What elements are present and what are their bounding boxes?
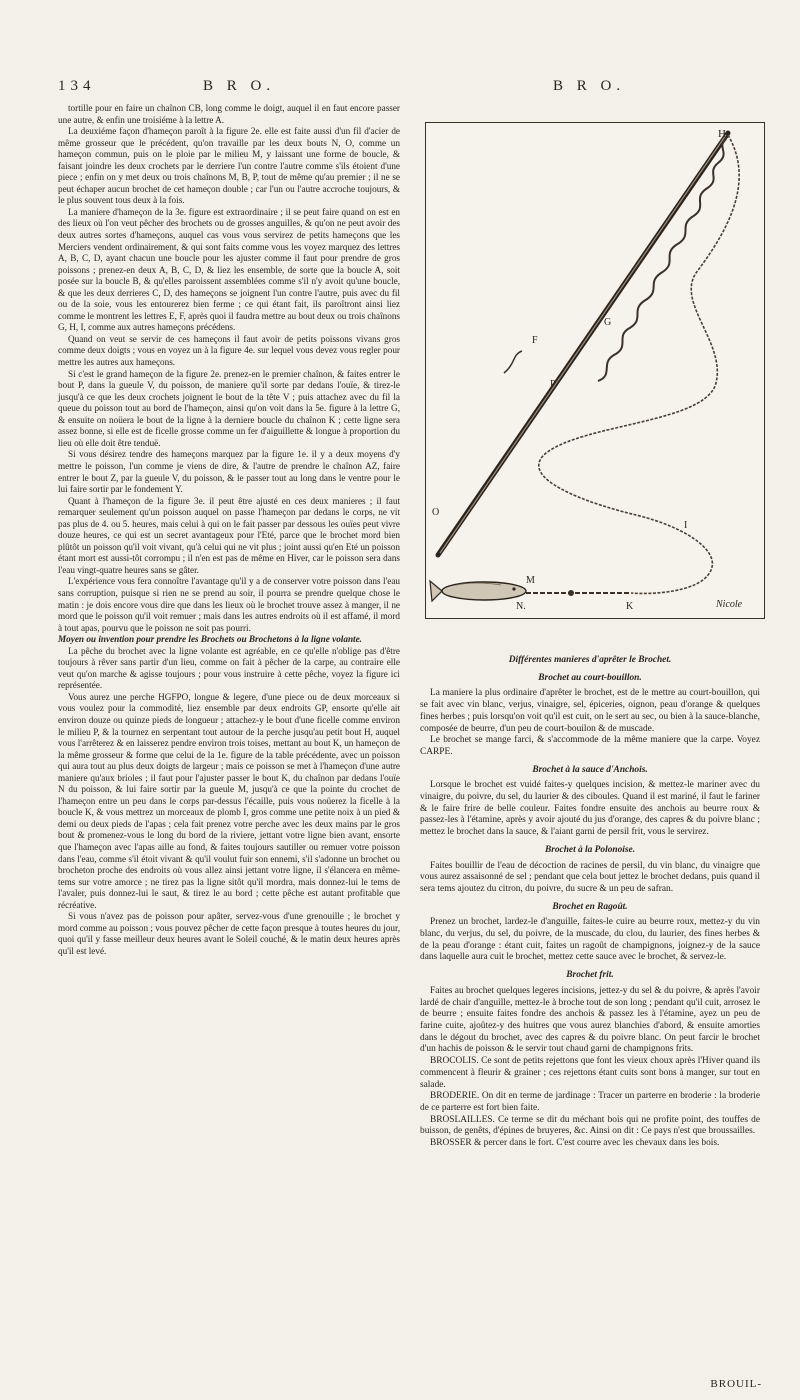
- left-paragraph: Si vous n'avez pas de poisson pour apâter, servez-vous d'une grenouille ; le brochet y mord comme au poisson ; vous pouvez pêcher de cette façon presque à toutes heures du jour, quoi qu'il y fasse meilleur deux heures avant le Soleil couché, & le matin deux heures après qu'il est levé.: [58, 911, 400, 956]
- dictionary-entry: BRODERIE. On dit en terme de jardinage : Tracer un parterre en broderie : la broderie de ce parterre est fort bien faite.: [420, 1091, 760, 1113]
- engraver-signature: Nicole: [716, 599, 743, 610]
- page-number: 134: [58, 78, 96, 94]
- left-paragraph: Si vous désirez tendre des hameçons marquez par la figure 1e. il y a deux moyens d'y mettre le poisson, l'un comme je viens de dire, & l'autre de prendre le chaînon AZ, faire entrer le bout Z, par la gueule V, du poisson, & le passer tout au long dans le ventre pour le lui faire sortir par le fondement Y.: [58, 449, 400, 495]
- recipe-heading: Brochet au court-bouillon.: [538, 672, 642, 683]
- left-paragraph: La pêche du brochet avec la ligne volante est agréable, en ce qu'elle n'oblige pas d'être toujours à rêver sans partir d'un lieu, comme on fait à pêcher de la carpe, au contraire elle veut qu'on marche & agisse toujours ; pour vous instruire à cette pêche, voyez la figure ici représentée.: [58, 645, 400, 691]
- fishing-rod-engraving: [425, 122, 765, 619]
- right-paragraph: La maniere la plus ordinaire d'aprêter le brochet, est de le mettre au court-bouillon, qui se fait avec vin blanc, verjus, vinaigre, sel, épiceries, oignon, peau d'orange & quelques fines herbes ; puis lorsqu'on voit qu'il est cuit, on le sert au sec, ou bien à la sauce-blanche, composée de beurre, d'un peu de court-bouilon & de muscade.: [420, 688, 761, 734]
- dictionary-entry: BROCOLIS. Ce sont de petits rejettons que font les vieux choux après l'Hiver quand ils commencent à fleurir & grainer ; ces rejettons étant cuits sont bons à manger, sur tout en salade.: [420, 1056, 760, 1090]
- left-paragraph: Si c'est le grand hameçon de la figure 2e. prenez-en le premier chaînon, & faites entrer le bout P, dans la gueule V, du poisson, de maniere qu'il sorte par dedans l'ouïe, & tirez-le jusqu'à ce que les deux crochets joignent le bout de la tête V ; puis attachez avec du fil la queue du poisson tout au bord de l'hameçon, ainsi qu'on voit dans la 5e. figure à la lettre G, & ensuite on noüera le bout de la ligne à la derniere boucle du chaînon K ; cette ligne sera assez bonne, si elle est de ficelle grosse comme un fer d'aiguillette & longue à proportion du lieu où elle doit être tenduë.: [58, 368, 400, 448]
- recipe-heading: Brochet à la Polonoise.: [544, 844, 636, 855]
- section-heading: Différentes manieres d'aprêter le Brochet.: [508, 655, 672, 665]
- rod-highlight: [440, 135, 726, 553]
- right-paragraph: Prenez un brochet, lardez-le d'anguille, faites-le cuire au beurre roux, mettez-y du vin blanc, du verjus, du sel, du poivre, de la muscade, du clou, du laurier, des fines herbes & de la peau d'orange : étant cuit, faites un ragoût de champignons, joignez-y de la sauce dans laquelle aura cuit le brochet, mettez cette sauce avec le brochet, & servez-le.: [420, 917, 760, 963]
- left-paragraph: La deuxiéme façon d'hameçon paroît à la figure 2e. elle est faite aussi d'un fil d'acier de même grosseur que le précédent, qu'on travaille par les deux bouts N, O, comme un hameçon commun, puis on le ploie par le milieu M, y laissant une forme de boucle, & faisant joindre les deux crochets par le derriere l'un contre l'autre comme s'ils étoient d'une piece ; enfin on y met deux ou trois chaînons M, B, P, tout de même qu'au premier ; il ne se peut échaper aucun brochet de cet hameçon double ; car l'un ou l'autre accroche toujours, & le plus souvent tous deux à la fois.: [58, 126, 400, 206]
- left-paragraph: La maniere d'hameçon de la 3e. figure est extraordinaire ; il se peut faire quand on est en des lieux où l'on veut pêcher des brochets ou de grosses anguilles, & qu'on ne peut avoir des deux autres sortes d'hameçons, auquel cas vous vous servirez de petits hameçons que les Merciers vendent ordinairement, & qui sont faits comme vous les voyez marquez des lettres A, B, C, D, ayant chacun une boucle pour les ajuster comme il faut pour prendre de gros poissons ; prenez-en deux A, B, C, D, & liez les ensemble, de sorte que la boucle A, soit posée sur la boucle B, & qu'elles paroissent assemblées comme s'il n'y avoit qu'une boucle, & que les deux derrieres C, D, des hameçons se joignent l'un contre l'autre, puis avec du fil ou de la soie, vous les entourerez bien ferme ; ce qui étant fait, ils paroîtront ainsi liez comme le montrent les lettres E, F, après quoi il faudra mettre au bout deux ou trois chaînons G, H, I, comme aux autres hameçons précédens.: [58, 206, 400, 333]
- label-g: G: [604, 317, 612, 328]
- left-paragraph: Quand on veut se servir de ces hameçons il faut avoir de petits poissons vivans gros comme deux doigts ; vous en voyez un à la figure 4e. sur lequel vous devez vous regler pour mettre les autres aux hameçons.: [58, 333, 400, 368]
- recipe-heading: Brochet en Ragoût.: [552, 901, 628, 912]
- right-paragraph: Lorsque le brochet est vuidé faites-y quelques incision, & mettez-le mariner avec du vinaigre, du poivre, du sel, du laurier & des ciboules. Quand il est mariné, il faut le fariner & le faire frire de belle couleur. Faites fondre ensuite des anchois au beurre roux & passez-les à l'étamine, après y avoir ajouté du jus d'orange, des capres & du poivre blanc ; mettez le brochet dans la sauce, & l'aiant garni de persil frit, vous le servirez.: [420, 780, 760, 838]
- left-paragraph: Quant à l'hameçon de la figure 3e. il peut être ajusté en ces deux manieres ; il faut remarquer seulement qu'un poisson auquel on passe l'hameçon par dedans le corps, ne vit pas plus de 4. ou 5. heures, mais celui à qui on le fait passer par dessous les ouïes peut vivre douze heures, ce qui est un secret avantageux pour l'Eté, parce que le brochet mord bien plûtôt un poisson qu'il voit vivant, qu'à celui qui ne vit plus ; joint aussi qu'en Eté un poisson étant mort est aussi-tôt corrompu ; il n'en est pas de même en Hiver, car le poisson sera dans l'eau vingt-quatre heures sans se gâter.: [58, 495, 400, 575]
- dictionary-entry: BROSSER & percer dans le fort. C'est courre avec les chevaux dans les bois.: [430, 1138, 720, 1149]
- loose-line: [504, 351, 522, 373]
- right-column: [420, 655, 760, 1150]
- right-paragraph: Faites au brochet quelques legeres incisions, jettez-y du sel & du poivre, & après l'avoir lardé de chair d'anguille, mettez-le à broche tout de son long ; pendant qu'il cuit, arrosez le de beurre ; ensuite faites fondre des anchois & passez les à l'étamine, ayez un peu de farine cuite, ajoûtez-y des huitres que vous aurez blanchies d'abord, & ensuite amorties dans le dégout du brochet, avec des capres & du poivre blanc. On peut farcir le brochet d'un hachis de poisson & le servir tout chaud garni de champignons frits.: [420, 985, 760, 1055]
- label-i: I: [684, 520, 688, 531]
- left-column: [58, 103, 400, 957]
- left-paragraph: tortille pour en faire un chaînon CB, long comme le doigt, auquel il en faut encore passer une autre, & enfin une troisiéme à la lettre A.: [58, 103, 400, 125]
- lead-weight: [568, 590, 574, 596]
- label-f: F: [532, 335, 538, 346]
- label-o: O: [432, 507, 440, 518]
- label-n: N.: [516, 601, 526, 612]
- label-k: K: [626, 601, 634, 612]
- section-heading: Moyen ou invention pour prendre les Brochets ou Brochetons à la ligne volante.: [58, 634, 362, 645]
- left-paragraph: Vous aurez une perche HGFPO, longue & legere, d'une piece ou de deux morceaux si vous voulez pour la commodité, liez ensemble par deux endroits GP, ensorte qu'elle ait environ douze ou quinze pieds de longueur ; attachez-y le bout d'une ficelle comme environ le milieu P, & la tournez en serpentant tout autour de la perche jusqu'au petit bout H, auquel vous l'arrêterez & en laisserez pendre environ trois toises, mettant au bout K, un hameçon de la même grosseur & forme que celui de la 1e. figure de la table précédente, avec un poisson qui aura tout au plus deux doigts de largeur ; mais ce poisson se met à l'hameçon d'une autre maniere qu'aux brioles ; il faut pour l'ajuster passer le bout K, du chaînon par dedans l'ouïe N du poisson, & lui faire sortir par la gueule M, jusqu'à ce que la pointe du crochet de l'hameçon entre un peu dans le corps par-dessus l'écaille, puis vous noüerez la ficelle à la boucle K, & vous mettrez un morceaux de plomb I, gros comme une petite noix à un pied & demi ou deux pieds de l'apas ; cela fait prenez votre perche avec les deux mains par le gros bout & promenez-vous le long du bord de la riviere, jettant votre ligne bien avant, ensorte que l'hameçon avec l'apas aille au fond, & faites toujours sautiller ou remuer votre poisson dans l'eau, comme s'il étoit vivant & qu'il voulut fuir son ennemi, s'il s'adonne un brochet ou brocheton proche des endroits où vous allez ainsi jettant votre ligne, il s'élancera en même-tems sur votre amorce ; ne tirez pas la ligne sitôt qu'il mordra, mais donnez-lui le tems de l'avaler, puis donnez-lui le saut, & tirez le au bord ; cette pêche est autant profitable que récréative.: [58, 691, 400, 910]
- label-p: P: [550, 379, 556, 390]
- engraving-svg: [426, 123, 764, 618]
- recipe-heading: Brochet à la sauce d'Anchois.: [532, 764, 648, 775]
- label-h: H: [718, 128, 726, 140]
- label-m: M: [526, 575, 535, 586]
- right-running-head: B R O.: [553, 78, 626, 94]
- catchword: BROUIL-: [710, 1378, 762, 1390]
- wound-line: [598, 139, 726, 381]
- left-paragraph: L'expérience vous fera connoître l'avantage qu'il y a de conserver votre poisson dans l'eau sans corruption, puisque si rien ne se prend au soir, il pourra se prendre quelque chose le matin : je dois encore vous dire que dans les lieux où le brochet trouve assez à manger, il ne mord que le poisson qu'il voit remuer ; mais dans les autres endroits où il est affamé, il mord à tout apas, pourvu que le poisson ne soit pas pourri.: [58, 576, 400, 633]
- right-paragraph: Faites bouillir de l'eau de décoction de racines de persil, du vin blanc, du vinaigre que vous aurez assaisonné de sel ; pendant que cela bout jettez le brochet dedans, puis quand il sera tems ajoutez du citron, du poivre, du sucre & un peu de safran.: [420, 860, 760, 894]
- right-paragraph: Le brochet se mange farci, & s'accommode de la même maniere que la carpe. Voyez CARPE.: [420, 735, 760, 757]
- left-running-head: B R O.: [203, 78, 276, 94]
- dictionary-entry: BROSLAILLES. Ce terme se dit du méchant bois qui ne profite point, des touffes de buisson, de genêts, d'épines de bruyeres, &c. Ainsi on dit : Ce pays n'est que broussailles.: [420, 1114, 760, 1137]
- bait-fish-icon: [430, 581, 526, 601]
- recipe-heading: Brochet frit.: [566, 970, 614, 981]
